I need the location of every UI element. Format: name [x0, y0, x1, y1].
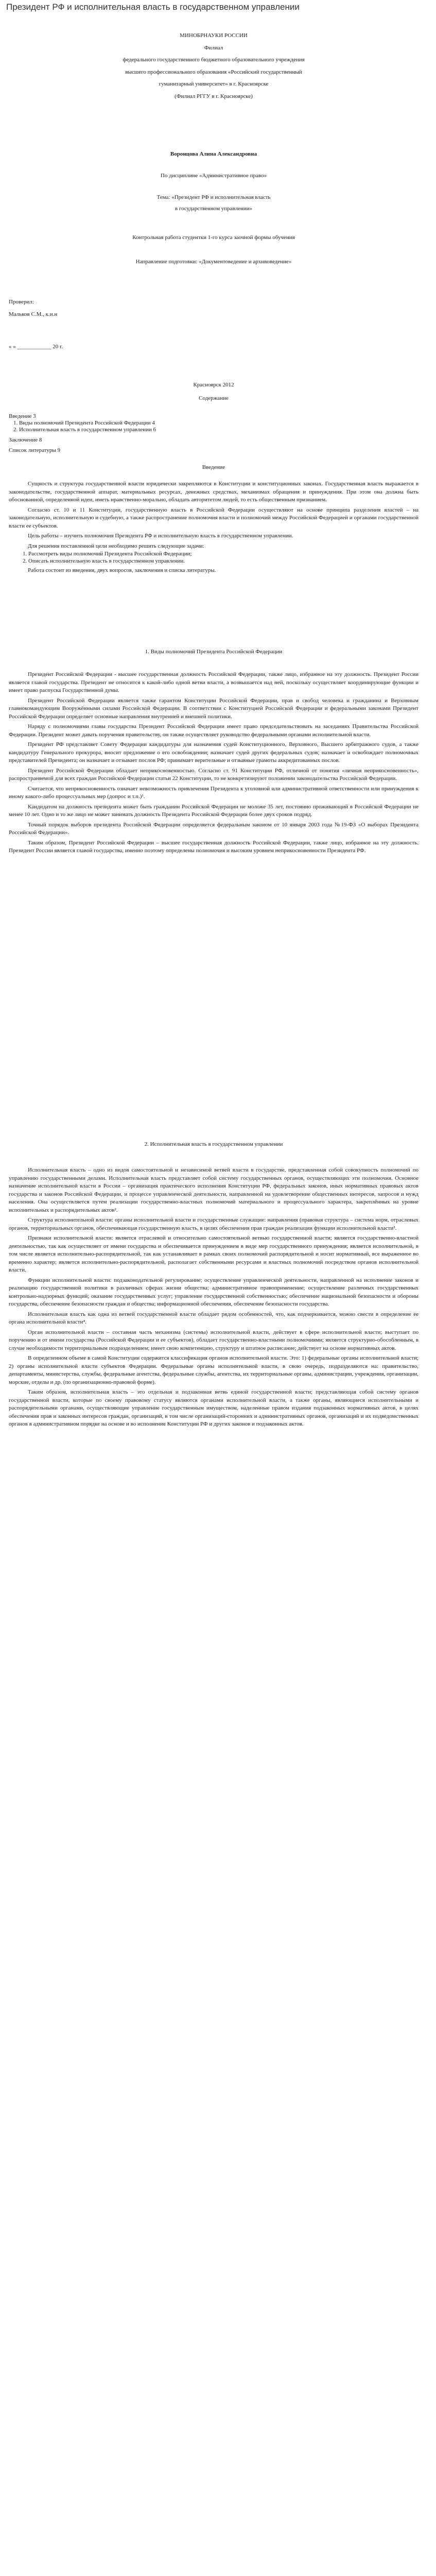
intro-section: [9, 480, 418, 575]
checked-label: Проверил:: [9, 299, 34, 305]
discipline-line: По дисциплине «Административное право»: [160, 173, 267, 179]
intro-title: Введение: [202, 464, 225, 470]
direction-line: Направление подготовки: «Документоведение и архивоведение»: [135, 259, 292, 265]
paragraph: Цель работы – изучить полномочия Президента РФ и исполнительную власть в государственном управлении.: [28, 533, 293, 539]
paragraph: Президент Российской Федерации является также гарантом Конституции Российской Федерации, прав и свобод человека и гражданина и Верховным главнокомандующим Вооружёнными силами Российской Федерации. В соответствии с Конституцией Российской Федерации и федеральными законами Президент Российской Федерации определяет основные направления внутренней и внешней политики.: [9, 697, 418, 720]
paragraph: Президент Российской Федерации обладает неприкосновенностью. Согласно ст. 91 Конституции РФ, отличной от понятия «личная неприкосновенность», распространяемой для всех граждан Российской Федерации статьи 22 Конституции, то не конкретизируют положении законодательства Российской Федерации.: [9, 767, 418, 782]
document-title: Президент РФ и исполнительная власть в государственном управлении: [6, 2, 300, 12]
paragraph: Президент Российской Федерации - высшее государственная должность Российской Федерации, также лицо, избранное на эту должность. Президент России является главой государства. Президент не относится к какой-либо одной ветви власти, а возвышается над ней, поскольку осуществляет координирующие функции и имеет право распуска Государственной думы.: [9, 671, 418, 693]
list-item: 1. Рассмотреть виды полномочий Президента Российской Федерации;: [28, 550, 418, 557]
checker-block: [9, 298, 418, 351]
paragraph: Считается, что неприкосновенность означает невозможность привлечения Президента к уголовной или административной ответственности или принуждения к иному какого-либо процессуальных мер (допрос и т.п.)¹.: [9, 785, 418, 800]
institution-line: федерального государственного бюджетного образовательного учреждения: [123, 57, 305, 63]
paragraph: Исполнительная власть – одно из видов самостоятельной и независимой ветвей власти в государстве, представленная собой совокупность полномочий по управлению государственными делами. Исполнительная власть представляет собой систему государственных органов, осуществляющих эти полномочия. Основное назначение исполнительной власти в России – организация практического исполнения Конституции РФ, федеральных законов, иных нормативных правовых актов государства и законов Российской Федерации, и процессе управленческой деятельности, направленной на удовлетворение общественных интересов, запросов и нужд населения. Она осуществляется путем реализации государственно-властных полномочий материального и процессуального характера, закреплённых на уровне исполнительных и распорядительных актов².: [9, 1167, 418, 1213]
toc-item[interactable]: 2. Исполнительная власть в государственном управлении 6: [13, 427, 156, 433]
section-1: [9, 671, 418, 855]
work-type-line: Контрольная работа студентки 1-го курса заочной формы обучения: [132, 234, 295, 241]
city-year: Красноярск 2012: [193, 382, 234, 388]
ministry-name: МИНОБРНАУКИ РОССИИ: [180, 32, 248, 39]
toc-item[interactable]: Заключение 8: [9, 437, 42, 443]
section-2-title: 2. Исполнительная власть в государственном управлении: [144, 1141, 283, 1147]
toc-item[interactable]: Введение 3: [9, 413, 36, 419]
branch-label: Филиал: [204, 44, 223, 51]
paragraph: Признаки исполнительной власти: является отраслевой и относительно самостоятельной ветвью государственной власти; является государственно-властной деятельностью, так как осуществляет от имени государства и обеспечивается принуждением в виде мер государственного принуждения; является исполнительной, в том числе является исполнительно-распорядительной, так как устанавливает в рамках своих полномочий распорядительной и носит нормативный, все выраженное во временно характер; является исполнительно-распорядительной, располагает собственными ресурсами и властных полномочий посредством органов исполнительной власти.: [9, 1235, 418, 1273]
paragraph: Структура исполнительной власти: органы исполнительной власти и государственные служащие: направления (правовая структура – система норм, отраслевых органов, территориальных органов, обеспечивающая государственную власть, в целях обеспечения прав граждан реализации функции исполнительной власти³.: [9, 1217, 418, 1231]
paragraph: Таким образом, исполнительная власть – это отдельная и ​​подзаконная ветвь единой государственной власти; представляющая собой систему органов государственной власти, которые по своему правовому статусу являются органами исполнительной власти, а также органы, являющиеся исполнительными и распорядительными органами, осуществляющие управление государственным имуществом, наделенные правом издания подзаконных нормативных актов, в целях обеспечения прав и законных интересов граждан, организаций, в том числе организаций-сторонних и административных органов, организаций и их подведомственных органов в административном порядке на основе и во исполнение Конституции РФ и других законов и подзаконных актов.: [9, 1389, 418, 1427]
institution-line: высшего профессионального образования «Российский государственный: [125, 69, 302, 75]
institution-line: гуманитарный университет» в г. Красноярске: [159, 81, 269, 87]
paragraph: Кандидатом на должность президента может быть гражданин Российской Федерации не моложе 35 лет, постоянно проживающий в Российской Федерации не менее 10 лет. Одно и то же лицо не может занимать должность Президента Российской Федерации более двух сроков подряд.: [9, 803, 418, 818]
paragraph: Президент РФ представляет Совету Федерации кандидатуры для назначения судей Конституционного, Верховного, Высшего арбитражного судов, а также кандидатуру Генерального прокурора, вносит предложение о его освобождении; назначает судей других федеральных судов; назначает и освобождает полномочных представителей Президента; он назначает и отзывает послов РФ; принимает верительные и отзывные грамоты аккредитованных послов.: [9, 741, 418, 764]
institution-line: (Филиал РГГУ в г. Красноярске): [175, 93, 253, 99]
topic-line: в государственном управлении»: [175, 205, 253, 212]
toc-item[interactable]: Список литературы 9: [9, 447, 61, 453]
task-list: [9, 550, 418, 565]
paragraph: Таким образом, Президент Российской Федерации – высшее государственная должность Российской Федерации, также лицо, избранное на эту должность. Президент России является главой государства, именно поэтому определены полномочия и высоким уровнем неприкосновенности Президента РФ.: [9, 839, 418, 854]
paragraph: Наряду с полномочиями главы государства Президент Российской Федерации имеет право председательствовать на заседаниях Правительства Российской Федерации. Президент может давать поручения правительству, он также осуществляет руководство федеральными органами исполнительной власти.: [9, 723, 418, 738]
date-line: « » ____________ 20 г.: [9, 344, 63, 350]
paragraph: Исполнительная власть как одна из ветвей государственной власти обладает рядом особенностей, что, как подчеркивается, можно свести в определение ее органа исполнительной власти⁴.: [9, 1311, 418, 1325]
paragraph: Согласно ст. 10 и 11 Конституции, государственную власть в Российской Федерации осуществляют на основе принципа разделения властей – на законодательную, исполнительную и судебную, а также распространение полномочия власти и полномочий между Российской Федерацией и органами государственной власти ее субъектов.: [9, 506, 418, 529]
paragraph: Работа состоит из введения, двух вопросов, заключения и списка литературы.: [28, 567, 216, 573]
paragraph: Для решения поставленной цели необходимо решить следующие задачи:: [28, 543, 204, 549]
toc-title: Содержание: [199, 395, 229, 401]
list-item: 2. Описать исполнительную власть в государственном управлении.: [28, 557, 418, 565]
table-of-contents: [9, 413, 418, 454]
author-name: Воронцова Алина Александровна: [170, 151, 257, 157]
topic-line: Тема: «Президент РФ и исполнительная власть: [156, 194, 271, 200]
topic-block: [9, 194, 418, 213]
paragraph: Орган исполнительной власти – составная часть механизма (системы) исполнительной власти, действует в сфере исполнительной власти; выступает по поручению и от имени государства (Российской Федерации и ее субъектов), обладает государственно-властными полномочиями; является структурно-обособленным, в случае необходимости территориальным подразделением; имеет свою компетенцию, структуру и штатное расписание; действует на основе нормативных актов.: [9, 1329, 418, 1351]
section-1-title: 1. Виды полномочий Президента Российской Федерации: [145, 649, 283, 655]
paragraph: В определенном объеме в самой Конституции содержится классификация органов исполнительной власти. Это: 1) федеральные органы исполнительной власти; 2) органы исполнительной власти субъектов Федерации. Федеральные органы исполнительной власти, в свою очередь, подразделяются на: правительство, департаменты, министерства, службы, федеральные агентства, федеральные службы, агентства, их территориальные органы, администрации, учреждения, организации, морские, отделы и др. (по организационно-правовой форме).: [9, 1355, 418, 1385]
section-2: [9, 1166, 418, 1429]
paragraph: Сущность и структура государственной власти юридически закрепляются в Конституции и конституционных законах. Государственная власть выражается в законодательстве, государственной аппарат, материальных ресурсах, денежных средствах, механизмах обращения и принуждения. При этом она должна быть обоснованной, определенной идеи, иметь нравственно-морально, обладать авторитетом людей, то есть общественным признанием.: [9, 481, 418, 503]
title-page-header: [9, 32, 418, 100]
paragraph: Точный порядок выборов президента Российской Федерации определяется федеральным законом от 10 января 2003 года №19-ФЗ «О выборах Президента Российской Федерации».: [9, 821, 418, 836]
toc-item[interactable]: 1. Виды полномочий Президента Российской Федерации 4: [13, 420, 155, 426]
paragraph: Функции исполнительной власти: подзаконодательной регулирование; осуществление управленческой деятельности, направленной на исполнение законов и реализацию государственной политики в различных сферах жизни общества; административное правоприменение; осуществление различных государственных контрольно-надзорных функций; оказание государственных услуг; управление государственной собственностью; обеспечение национальной безопасности и обороны государства, обеспечение безопасности граждан и общества; информационной обеспечения, обеспечение безопасности государства.: [9, 1277, 418, 1307]
checker-name: Мальков С.М., к.и.н: [9, 311, 58, 317]
